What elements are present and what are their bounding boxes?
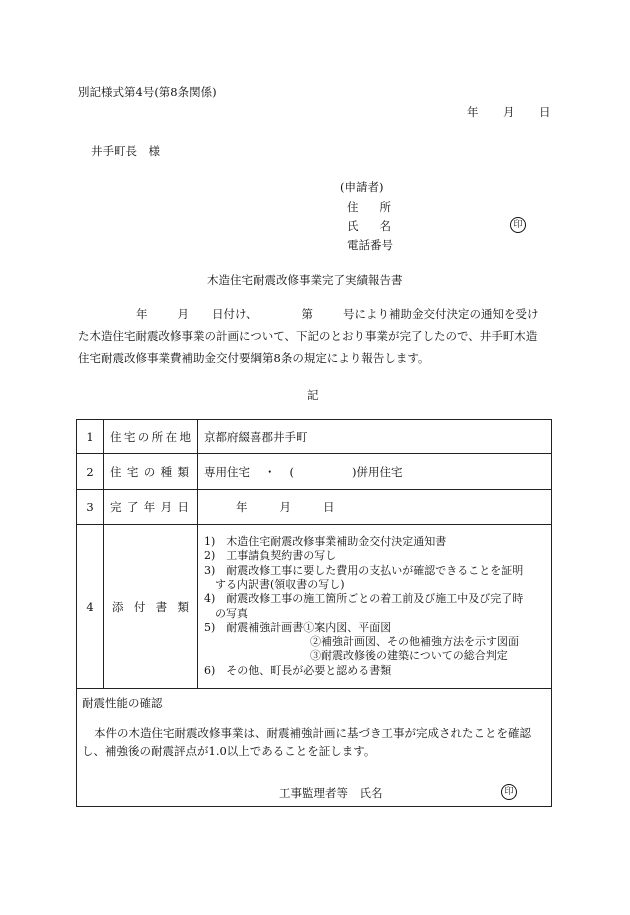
phone-label: 電話番号 [347, 238, 393, 252]
seismic-confirmation [76, 688, 552, 807]
confirmation-text-2: し、補強後の耐震評点が1.0以上であることを証します。 [82, 744, 376, 758]
row-number: 2 [77, 454, 104, 490]
list-item: 6) その他、町長が必要と認める書類 [204, 663, 392, 677]
row-number: 3 [77, 490, 104, 525]
addressee: 井手町長 様 [91, 144, 160, 158]
supervisor-seal: 印 [501, 784, 517, 800]
row-value: 専用住宅 ・ ( )併用住宅 [198, 454, 552, 490]
row-label: 住 宅 の 所 在 地 [104, 420, 198, 454]
list-item: の写真 [204, 606, 248, 620]
date-year: 年 [467, 105, 479, 119]
applicant-seal: 印 [510, 217, 526, 233]
confirmation-heading: 耐震性能の確認 [82, 696, 163, 710]
list-item: 5) 耐震補強計画書①案内図、平面図 [204, 620, 392, 634]
date-day: 日 [539, 105, 551, 119]
ki-heading: 記 [307, 388, 319, 402]
supervisor-name-label: 工事監理者等 氏名 [279, 786, 383, 800]
row-label: 住 宅 の 種 類 [104, 454, 198, 490]
row-label: 添 付 書 類 [104, 525, 198, 689]
table-row [77, 525, 552, 689]
confirmation-text-1: 本件の木造住宅耐震改修事業は、耐震補強計画に基づき工事が完成されたことを確認 [94, 726, 531, 740]
list-item: 3) 耐震改修工事に要した費用の支払いが確認できることを証明 [204, 563, 524, 577]
list-item: ③耐震改修後の建築についての総合判定 [310, 649, 508, 663]
body-line-3: 住宅耐震改修事業費補助金交付要綱第8条の規定により報告します。 [78, 351, 430, 365]
row-label: 完 了 年 月 日 [104, 490, 198, 525]
applicant-header: (申請者) [340, 180, 384, 194]
table-row [77, 490, 552, 525]
list-item: する内訳書(領収書の写し) [204, 577, 345, 591]
row-number: 1 [77, 420, 104, 454]
row-number: 4 [77, 525, 104, 689]
body-line-1: 年 月 日付け、 第 号により補助金交付決定の通知を受け [136, 307, 539, 321]
document-title: 木造住宅耐震改修事業完了実績報告書 [207, 273, 403, 287]
list-item: 4) 耐震改修工事の施工箇所ごとの着工前及び施工中及び完了時 [204, 592, 524, 606]
attachments-list [198, 525, 552, 689]
body-line-2: た木造住宅耐震改修事業の計画について、下記のとおり事業が完了したので、井手町木造 [78, 329, 538, 343]
name-label: 氏 名 [347, 219, 391, 233]
list-item: 2) 工事請負契約書の写し [204, 549, 337, 563]
row-value: 京都府綴喜郡井手町 [198, 420, 552, 454]
date-month: 月 [503, 105, 515, 119]
row-value: 年 月 日 [198, 490, 552, 525]
list-item: ②補強計画図、その他補強方法を示す図面 [310, 635, 519, 649]
table-row [77, 420, 552, 454]
details-table [76, 419, 552, 689]
table-row [77, 454, 552, 490]
form-number: 別記様式第4号(第8条関係) [78, 85, 217, 99]
address-label: 住 所 [347, 200, 391, 214]
list-item: 1) 木造住宅耐震改修事業補助金交付決定通知書 [204, 535, 447, 549]
